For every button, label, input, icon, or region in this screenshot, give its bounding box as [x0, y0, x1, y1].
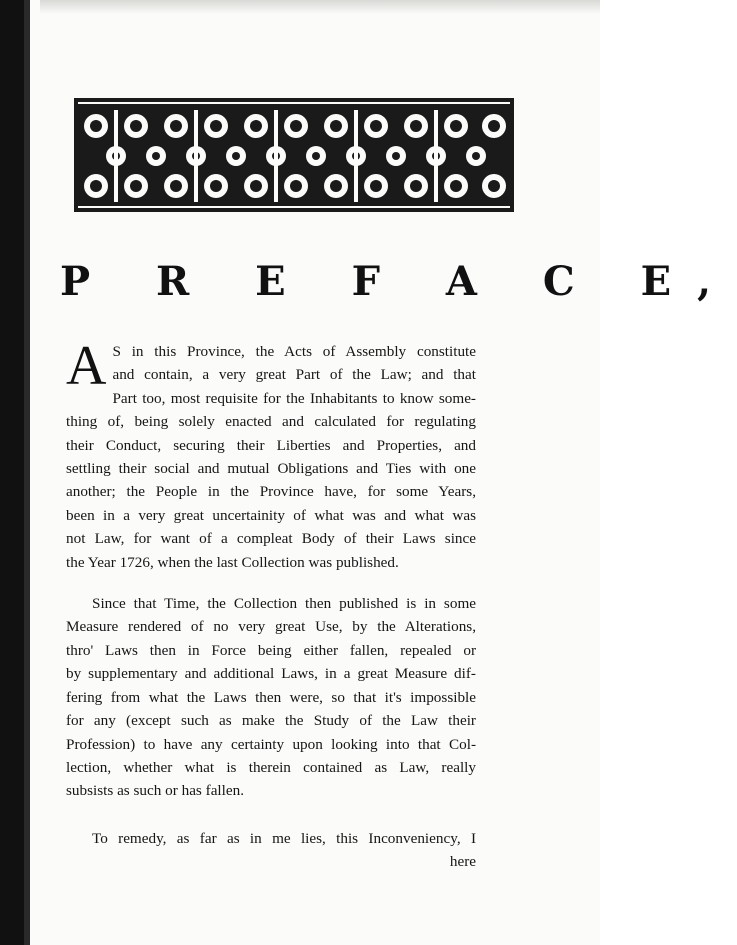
text-line: S in this Province, the Acts of Assembly constitute	[112, 343, 476, 360]
text-line: not Law, for want of a compleat Body of their Laws since	[66, 530, 476, 548]
preface-body	[66, 335, 476, 874]
top-edge-shadow	[40, 0, 600, 14]
text-line: and contain, a very great Part of the Law; and that	[112, 366, 476, 384]
text-line: lection, whether what is therein contained as Law, really	[66, 758, 476, 776]
text-line: To remedy, as far as in me lies, this Inconveniency, I	[92, 829, 476, 847]
text-line: been in a very great uncertainity of what was and what was	[66, 506, 476, 524]
text-line: settling their social and mutual Obligations and Ties with one	[66, 460, 476, 478]
page-title: P R E F A C E,	[60, 258, 737, 305]
drop-cap: A	[66, 335, 107, 397]
text-line: their Conduct, securing their Liberties and Properties, and	[66, 436, 476, 454]
text-line: Profession) to have any certainty upon looking into that Col-	[66, 735, 476, 753]
text-line: by supplementary and additional Laws, in a great Measure dif-	[66, 665, 476, 683]
text-line: the Year 1726, when the last Collection was published.	[66, 553, 399, 571]
text-line: for any (except such as make the Study of the Law their	[66, 712, 476, 730]
text-line: subsists as such or has fallen.	[66, 782, 245, 800]
paragraph-3	[66, 827, 476, 874]
text-line: thro' Laws then in Force being either fallen, repealed or	[66, 641, 476, 659]
text-line: Since that Time, the Collection then published is in some	[92, 595, 476, 613]
text-line: Measure rendered of no very great Use, by the Alterations,	[66, 618, 476, 636]
ornamental-headpiece	[74, 98, 514, 212]
paragraph-1	[66, 335, 476, 574]
text-line: fering from what the Laws then were, so that it's impossible	[66, 688, 476, 706]
paragraph-2	[66, 592, 476, 803]
text-line: another; the People in the Province have, for some Years,	[66, 483, 476, 501]
catchword: here	[449, 853, 476, 871]
text-line: thing of, being solely enacted and calculated for regulating	[66, 413, 476, 431]
text-line: Part too, most requisite for the Inhabitants to know some-	[112, 389, 476, 407]
